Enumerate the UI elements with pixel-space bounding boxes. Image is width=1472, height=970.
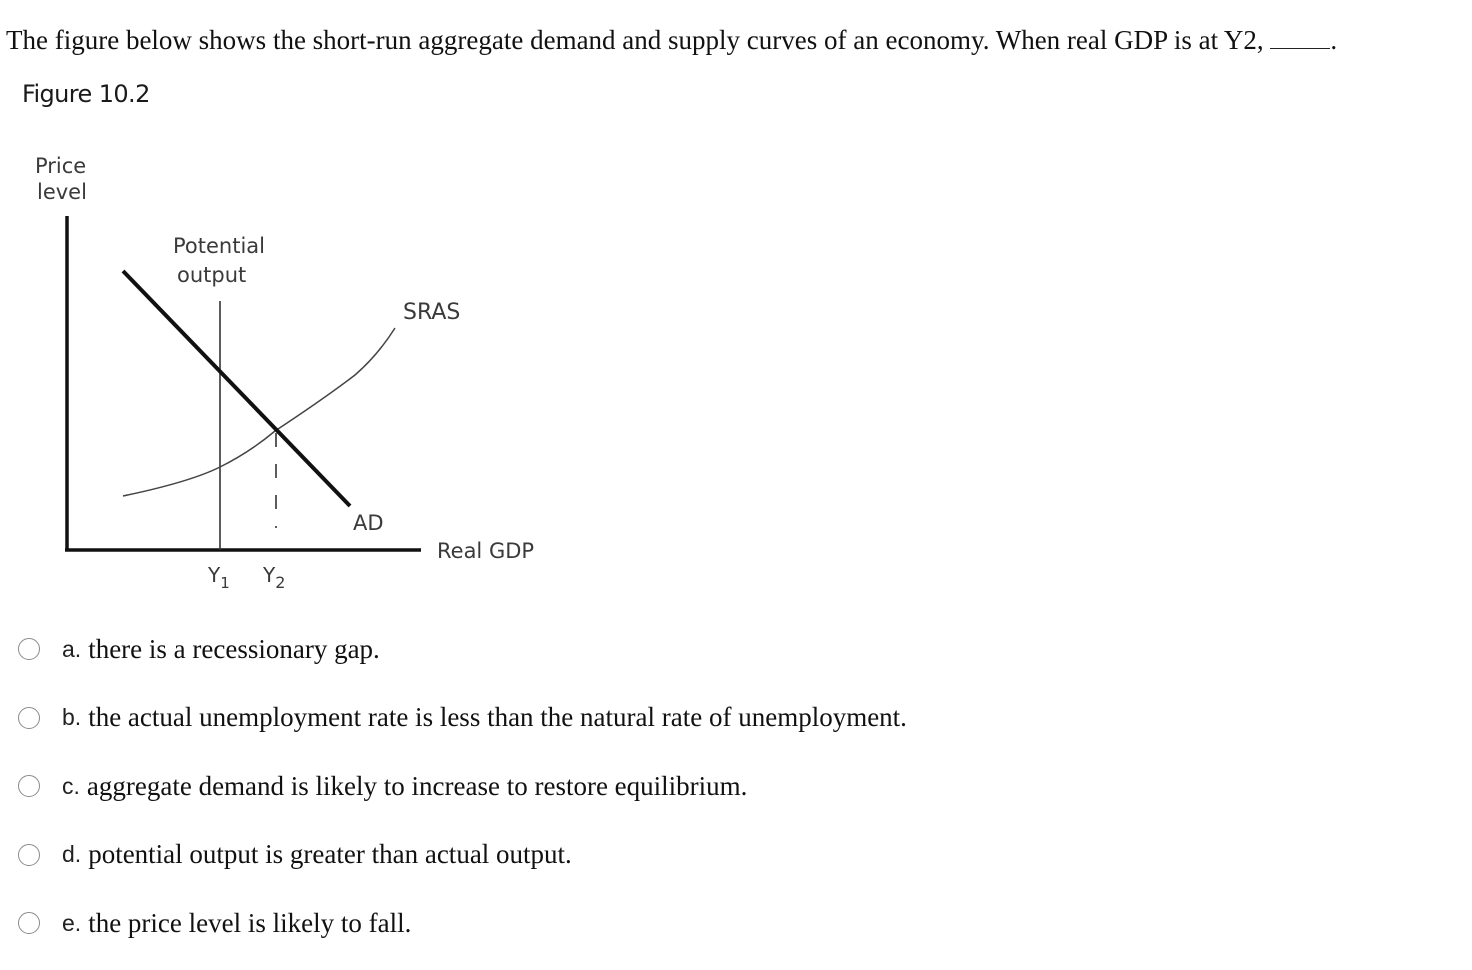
sras-label: SRAS [403,300,461,325]
option-text: there is a recessionary gap. [88,633,380,664]
answer-options [18,627,907,970]
option-text: aggregate demand is likely to increase to restore equilibrium. [86,770,748,801]
question-end-punct: . [1330,25,1338,55]
y-axis-label-line1: Price [35,154,87,178]
radio-icon[interactable] [18,707,40,729]
potential-output-label-line2: output [177,263,247,287]
option-e[interactable] [18,901,907,945]
ad-label: AD [353,511,384,535]
figure-title: Figure 10.2 [22,80,150,108]
potential-output-label-line1: Potential [173,234,265,258]
option-text: potential output is greater than actual output. [88,839,572,869]
option-c[interactable] [18,764,907,808]
radio-icon[interactable] [18,775,40,797]
radio-icon[interactable] [18,638,40,660]
option-letter: c. [62,772,80,799]
option-text: the price level is likely to fall. [88,907,412,938]
question-text [6,22,1337,58]
economics-figure [0,130,600,610]
option-d[interactable] [18,833,907,877]
option-b[interactable] [18,696,907,740]
answer-blank [1270,26,1330,49]
option-letter: a. [62,635,82,662]
radio-icon[interactable] [18,844,40,866]
option-letter: d. [62,841,82,867]
x-axis-label: Real GDP [437,539,535,563]
option-letter: b. [62,704,82,730]
y2-tick-label: $Y_2$ [263,563,286,592]
y-axis-label-line2: level [37,180,87,204]
y1-tick-label: $Y_1$ [208,563,230,592]
ad-curve [123,271,350,506]
option-text: the actual unemployment rate is less than the natural rate of unemployment. [88,702,907,732]
question-body: The figure below shows the short-run aggregate demand and supply curves of an economy. When real GDP is at Y2, [6,25,1264,55]
radio-icon[interactable] [18,912,40,934]
option-a[interactable] [18,627,907,671]
option-letter: e. [62,909,82,936]
